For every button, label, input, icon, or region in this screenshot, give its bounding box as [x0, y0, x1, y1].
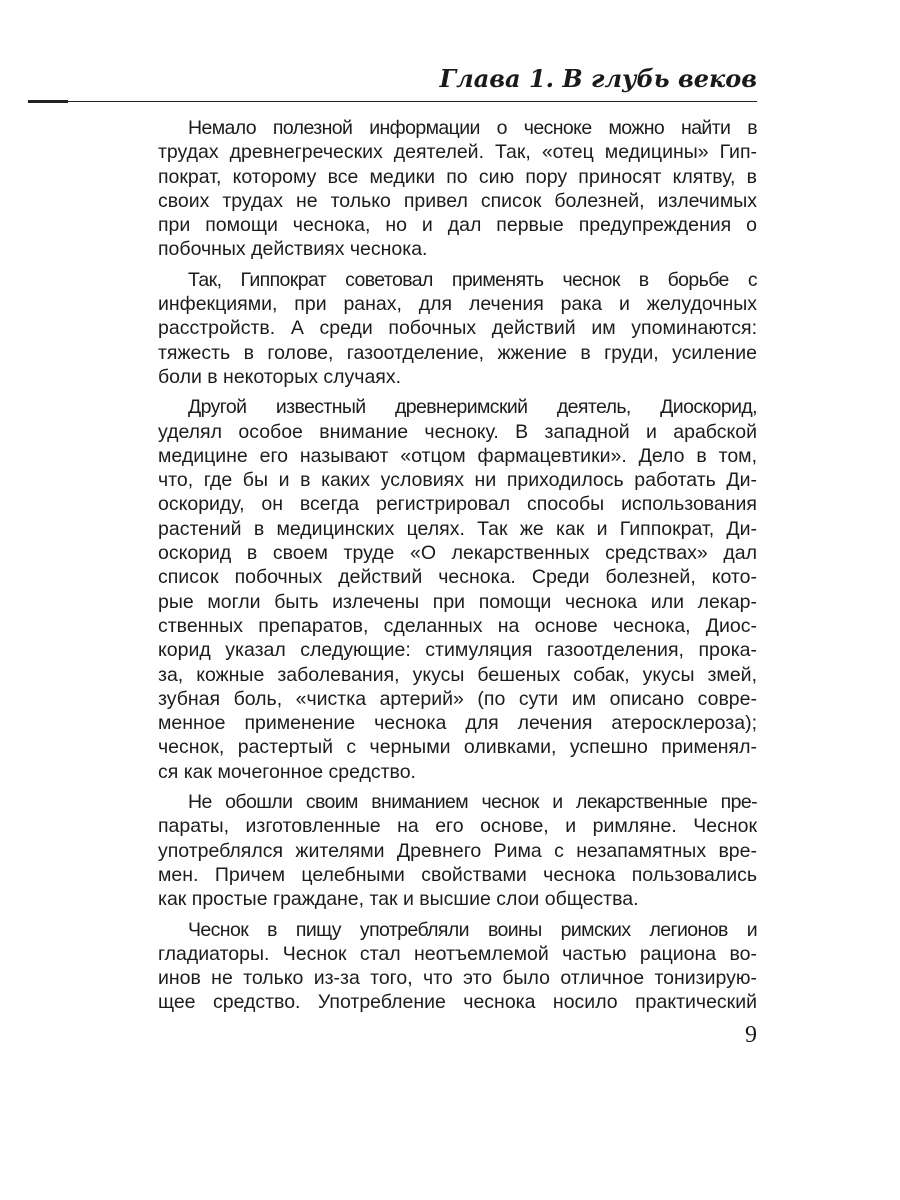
- text-line: мен. Причем целебными свойствами чеснока пользовались: [158, 863, 757, 886]
- text-line: как простые граждане, так и высшие слои общества.: [158, 888, 639, 911]
- text-line: что, где бы и в каких условиях ни приходилось работать Ди-: [158, 469, 757, 492]
- text-line: ственных препаратов, сделанных на основе чеснока, Диос-: [158, 614, 757, 637]
- text-line: своих трудах не только привел список болезней, излечимых: [158, 189, 757, 212]
- paragraph: [158, 116, 757, 262]
- header-rule: [28, 101, 757, 102]
- text-line: употреблялся жителями Древнего Рима с незапамятных вре-: [158, 839, 757, 862]
- text-line: гладиаторы. Чеснок стал неотъемлемой частью рациона во-: [158, 942, 757, 965]
- text-line: расстройств. А среди побочных действий им упоминаются:: [158, 317, 757, 340]
- chapter-title: Глава 1. В глубь веков: [439, 64, 757, 93]
- text-line: Не обошли своим вниманием чеснок и лекарственные пре-: [188, 791, 757, 814]
- text-line: оскориду, он всегда регистрировал способы использования: [158, 493, 757, 516]
- text-line: оскорид в своем труде «О лекарственных средствах» дал: [158, 542, 757, 565]
- text-line: растений в медицинских целях. Так же как и Гиппократ, Ди-: [158, 517, 757, 540]
- text-line: корид указал следующие: стимуляция газоотделения, прока-: [158, 639, 757, 662]
- text-line: список побочных действий чеснока. Среди болезней, кото-: [158, 566, 757, 589]
- text-line: тяжесть в голове, газоотделение, жжение в груди, усиление: [158, 341, 757, 364]
- text-line: побочных действиях чеснока.: [158, 238, 428, 261]
- text-line: ся как мочегонное средство.: [158, 760, 416, 783]
- text-line: Чеснок в пищу употребляли воины римских легионов и: [188, 918, 757, 941]
- text-line: зубная боль, «чистка артерий» (по сути им описано совре-: [158, 687, 757, 710]
- paragraph: [158, 918, 757, 1015]
- text-line: медицине его называют «отцом фармацевтики». Дело в том,: [158, 444, 757, 467]
- text-line: боли в некоторых случаях.: [158, 365, 402, 388]
- body-text: [158, 116, 757, 1021]
- text-line: чеснок, растертый с черными оливками, успешно применял-: [158, 736, 757, 759]
- text-line: инфекциями, при ранах, для лечения рака и желудочных: [158, 293, 757, 316]
- paragraph: [158, 268, 757, 389]
- text-line: рые могли быть излечены при помощи чеснока или лекар-: [158, 590, 757, 613]
- text-line: менное применение чеснока для лечения атеросклероза);: [158, 712, 757, 735]
- page-number: 9: [745, 1022, 757, 1048]
- text-line: уделял особое внимание чесноку. В западной и арабской: [158, 420, 757, 443]
- text-line: параты, изготовленные на его основе, и римляне. Чеснок: [158, 815, 757, 838]
- paragraph: [158, 395, 757, 784]
- text-line: пократ, которому все медики по сию пору приносят клятву, в: [158, 165, 757, 188]
- paragraph: [158, 790, 757, 911]
- text-line: при помощи чеснока, но и дал первые предупреждения о: [158, 214, 757, 237]
- text-line: инов не только из-за того, что это было отличное тонизирую-: [158, 967, 757, 990]
- text-line: Немало полезной информации о чесноке можно найти в: [188, 117, 757, 139]
- text-line: за, кожные заболевания, укусы бешеных собак, укусы змей,: [158, 663, 757, 686]
- text-line: Так, Гиппократ советовал применять чеснок в борьбе с: [188, 268, 757, 291]
- text-line: Другой известный древнеримский деятель, Диоскорид,: [188, 396, 757, 419]
- text-line: трудах древнегреческих деятелей. Так, «отец медицины» Гип-: [158, 141, 757, 164]
- header-rule-accent: [28, 100, 68, 103]
- text-line: щее средство. Употребление чеснока носило практический: [158, 991, 757, 1014]
